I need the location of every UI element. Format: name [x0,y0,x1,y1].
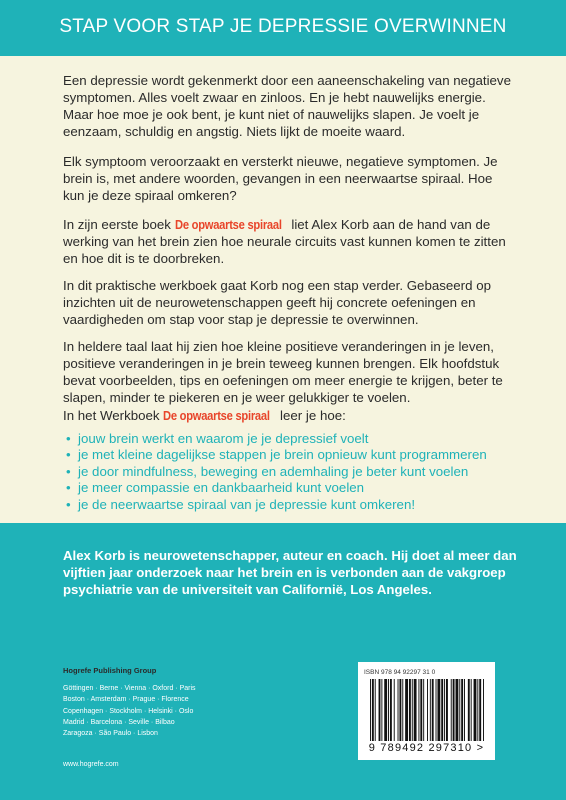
barcode-bar [409,679,411,741]
barcode-bar [437,679,440,741]
barcode-bar [441,679,443,741]
barcode-bar [418,679,419,741]
publisher-cities [63,683,233,739]
text: In zijn eerste boek [63,217,175,232]
barcode-bar [474,679,477,741]
text: je met kleine dagelijkse stappen je brein opnieuw kunt programmeren [78,447,487,463]
barcode-bar [384,679,387,741]
barcode-bar [399,679,401,741]
barcode-bar [464,679,465,741]
list-item [66,464,536,480]
barcode-panel [358,662,495,760]
barcode-bar [436,679,437,741]
text: je de neerwaartse spiraal van je depressie kunt omkeren! [78,496,416,512]
publisher-website: www.hogrefe.com [63,761,119,768]
list-item [66,497,536,513]
barcode-bar [398,679,399,741]
text: jouw brein werkt en waarom je je depressief voelt [78,431,369,446]
paragraph-learn-how [63,407,513,424]
barcode-bar [423,679,424,741]
list-item [66,431,536,447]
isbn-label: ISBN 978 94 92297 31 0 [364,669,436,676]
city-line: Göttingen · Berne · Vienna · Oxford · Paris [63,685,196,692]
text: je meer compassie en dankbaarheid kunt voelen [78,480,365,496]
barcode-bar [381,679,382,741]
paragraph-symptoms: Elk symptoom veroorzaakt en versterkt nieuwe, negatieve symptomen. Je brein is, met andere woorden, gevangen in een neerwaartse spiraal. Hoe kun je deze spiraal omkeren? [63,154,498,203]
paragraph-workbook: In dit praktische werkboek gaat Korb nog een stap verder. Gebaseerd op inzichten uit de neurowetenschappen geeft hij concrete oefeningen en vaardigheden om stap voor stap je depressie te overwinnen. [63,278,491,327]
city-line: Madrid · Barcelona · Seville · Bilbao [63,718,175,726]
barcode-bar [459,679,460,741]
city-line: Boston · Amsterdam · Prague · Florence [63,696,189,704]
barcode-bar [394,679,395,741]
list-item [66,447,536,463]
paragraph-first-book [63,216,513,267]
text: je door mindfulness, beweging en ademhaling je beter kunt voelen [78,463,469,479]
barcode-bar [477,679,478,741]
paragraph-intro: Een depressie wordt gekenmerkt door een aaneenschakeling van negatieve symptomen. Alles voelt zwaar en zinloos. En je hebt nauwelijks energie. Maar hoe moe je ook bent, je kunt niet of nauwelijks slapen. Je voelt je eenzaam, schuldig en angstig. Niets lijkt de moeite waard. [63,73,511,139]
barcode-bar [451,679,452,741]
author-bio: Alex Korb is neurowetenschapper, auteur en coach. Hij doet al meer dan vijftien jaar onderzoek naar het brein en is verbonden aan de vakgroep psychiatrie van de universiteit van Californië, Los Angeles. [63,548,517,597]
text: In het Werkboek [63,408,164,423]
barcode-bar [432,679,434,741]
city-line: Copenhagen · Stockholm · Helsinki · Oslo [63,707,194,715]
bullet-icon: • [66,431,71,446]
barcode-bar [453,679,455,741]
barcode-bar [420,679,422,741]
city-line: Zaragoza · São Paulo · Lisbon [63,730,158,738]
bullet-icon: • [66,480,71,496]
barcode-bar [468,679,470,741]
book-title-highlight: De opwaartse spiraal [174,217,282,232]
barcode-bar [388,679,389,741]
barcode-bar [444,679,445,741]
barcode-bar [412,679,413,741]
barcode-bar [375,679,376,741]
barcode-bar [456,679,459,741]
barcode-bar [446,679,448,741]
barcode-bar [471,679,472,741]
bullet-icon: • [66,496,71,512]
barcode-bar [483,679,484,741]
text: liet Alex Korb aan de hand van de werking van het brein zien hoe neurale circuits vast kunnen komen te zitten en hoe dit is te doorbreken. [63,217,506,266]
bullet-icon: • [66,447,71,463]
barcode-bar [414,679,417,741]
barcode-bar [402,679,403,741]
bullet-icon: • [66,463,71,479]
book-title-highlight: De opwaartse spiraal [163,408,270,423]
barcode-bar [461,679,463,741]
barcode-digits: 9 789492 297310 > [368,742,485,754]
barcode-bar [405,679,408,741]
list-item [66,480,536,496]
barcode-bar [430,679,431,741]
benefits-list [66,431,536,513]
barcode-bar [370,679,371,741]
barcode-bar [479,679,481,741]
page-title: STAP VOOR STAP JE DEPRESSIE OVERWINNEN [59,16,507,37]
barcode-bar [427,679,428,741]
text: leer je hoe: [276,408,346,423]
paragraph-clear-language: In heldere taal laat hij zien hoe kleine positieve veranderingen in je leven, positieve veranderingen in je brein teweeg kunnen brengen. Elk hoofdstuk bevat voorbeelden, tips en oefeningen om meer energie te krijgen, beter te slapen, minder te piekeren en je weer gelukkiger te voelen. [63,339,503,405]
barcode-bar [379,679,381,741]
barcode-bar [372,679,374,741]
publisher-name: Hogrefe Publishing Group [63,666,157,675]
barcode-bars [370,679,486,741]
barcode-bar [390,679,392,741]
